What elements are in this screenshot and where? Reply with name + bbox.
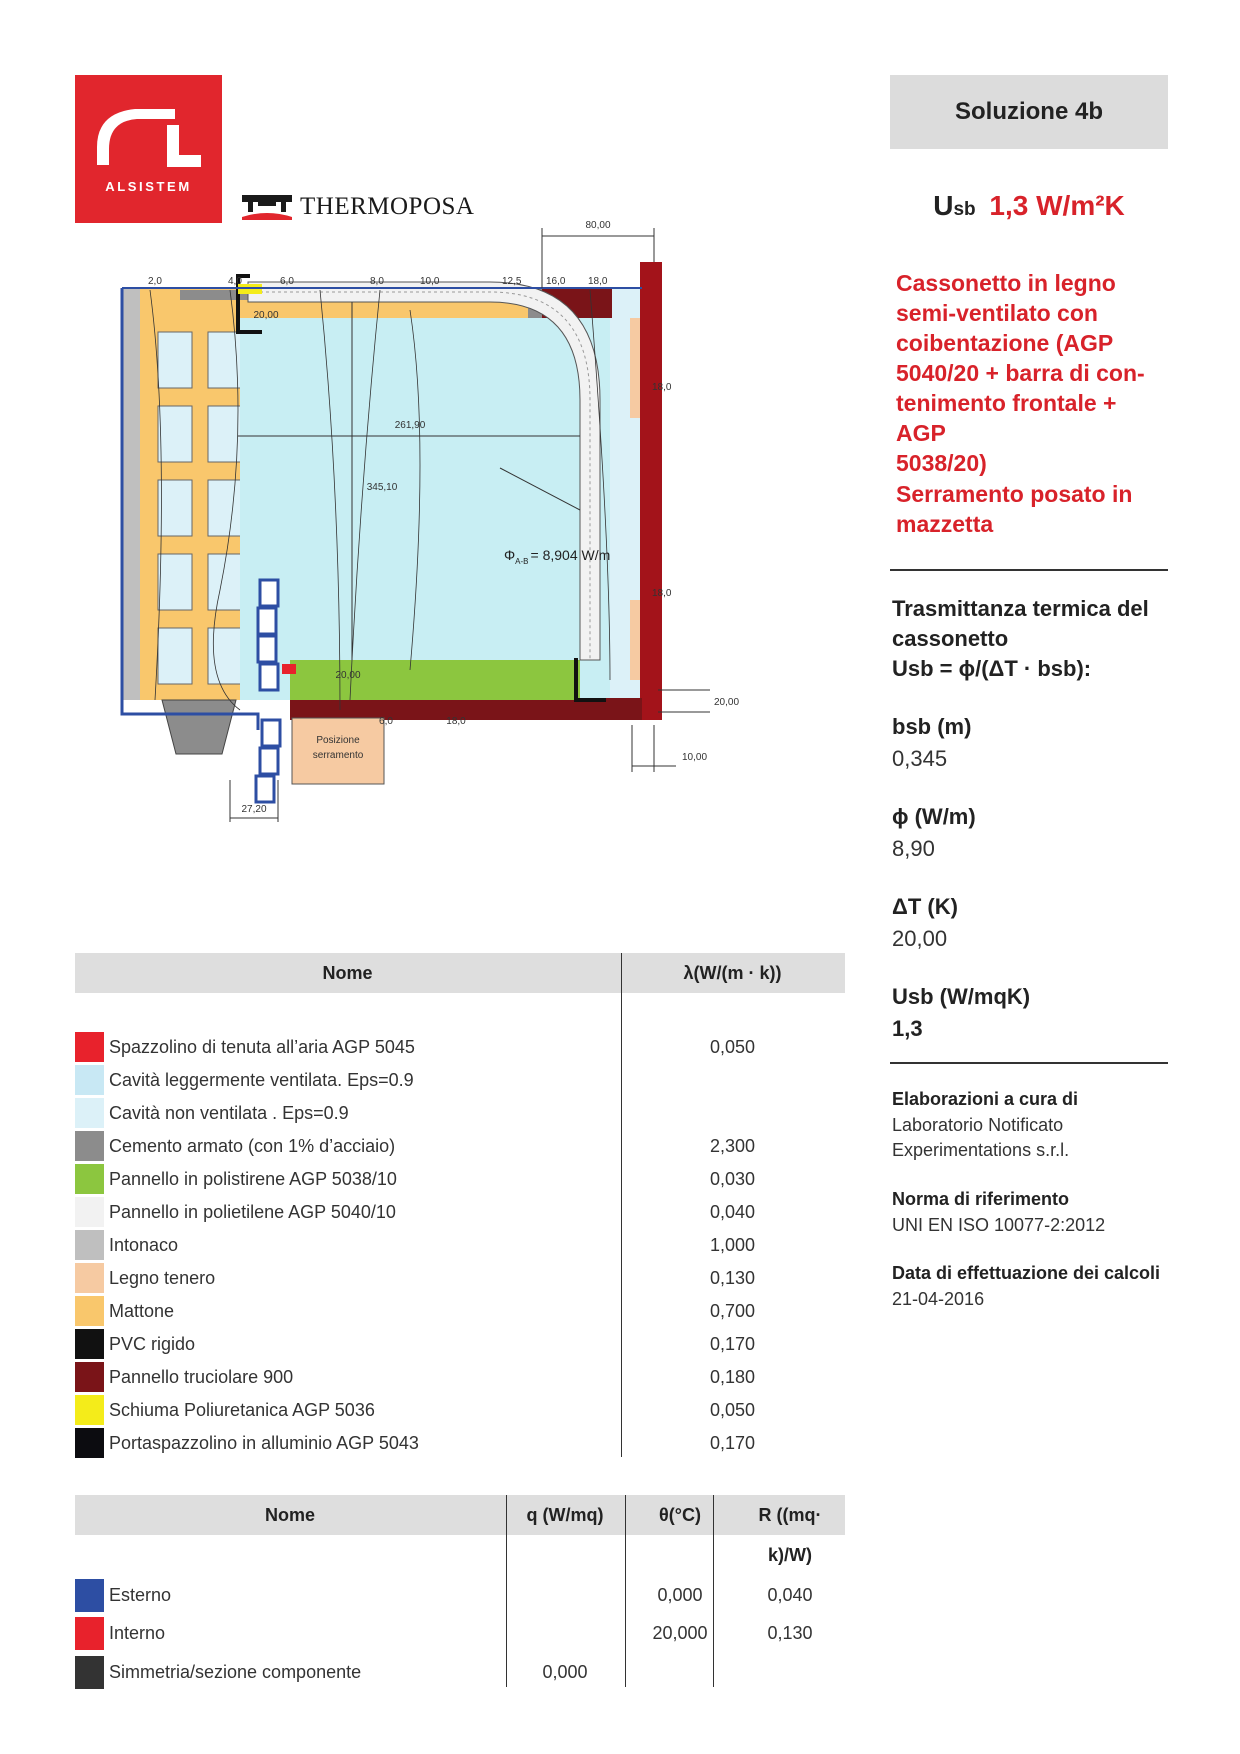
description-line: 5038/20) [896, 450, 987, 476]
col-q-header: q (W/mq) [526, 1505, 604, 1525]
material-name: Portaspazzolino in alluminio AGP 5043 [109, 1433, 419, 1453]
elab-title: Elaborazioni a cura di [892, 1089, 1079, 1109]
bsb-label: bsb (m) [892, 714, 972, 739]
material-lambda: 0,180 [709, 1367, 756, 1387]
boundary-swatch [75, 1579, 104, 1612]
material-lambda: 0,170 [709, 1433, 756, 1453]
divider [890, 1062, 1168, 1064]
description-line: Cassonetto in legno [896, 270, 1116, 296]
material-name: Intonaco [109, 1235, 179, 1255]
elab-line: Experimentations s.r.l. [892, 1140, 1070, 1160]
material-name: Cavità leggermente ventilata. Eps=0.9 [109, 1070, 414, 1090]
tick-label: 6,0 [280, 276, 294, 287]
tick-label: 18,0 [588, 276, 608, 287]
col-lambda-header: λ(W/(m · k)) [683, 963, 782, 983]
thermal-section-drawing [110, 220, 850, 930]
norma-value: UNI EN ISO 10077-2:2012 [892, 1215, 1106, 1235]
product-description [896, 268, 1168, 478]
material-swatch [75, 1065, 104, 1095]
delta-t-value: 20,00 [892, 926, 948, 951]
material-name: Cemento armato (con 1% d’acciaio) [109, 1136, 396, 1156]
calc-formula: Usb = ϕ/(ΔT · bsb): [892, 656, 1092, 681]
alsistem-brand-text: ALSISTEM [105, 179, 192, 194]
tick-label: 12,5 [502, 276, 522, 287]
material-row [75, 1098, 845, 1128]
description-line: coibentazione (AGP [896, 330, 1114, 356]
phi-label: ϕ (W/m) [892, 804, 976, 829]
alsistem-logo [75, 75, 222, 223]
delta-t-label: ΔT (K) [892, 894, 958, 919]
bsb-block [892, 714, 971, 772]
boundary-name: Interno [109, 1623, 166, 1643]
elab-line: Laboratorio Notificato [892, 1115, 1064, 1135]
alsistem-mark-icon [75, 75, 222, 185]
polystyrene-panel [290, 660, 580, 700]
concrete-lintel [162, 700, 236, 754]
material-swatch [75, 1098, 104, 1128]
material-row [75, 1395, 845, 1425]
material-lambda: 0,050 [709, 1037, 756, 1057]
material-swatch [75, 1395, 104, 1425]
divider [890, 569, 1168, 571]
col-name-header: Nome [322, 963, 373, 983]
usb-value: 1,3 [892, 1016, 923, 1041]
material-lambda: 0,170 [709, 1334, 756, 1354]
material-lambda: 0,700 [709, 1301, 756, 1321]
material-swatch [75, 1032, 104, 1062]
dim-label: 80,00 [585, 220, 611, 231]
material-row [75, 1065, 845, 1095]
boundary-q: 0,000 [542, 1662, 588, 1682]
dim-label: 20,00 [253, 310, 279, 321]
material-swatch [75, 1164, 104, 1194]
col-r-header: R ((mq· k)/W) [758, 1505, 822, 1565]
material-row [75, 1428, 845, 1458]
tick-label: 2,0 [148, 276, 162, 287]
dim-label: 20,00 [714, 697, 740, 708]
installation-line: mazzetta [896, 511, 994, 537]
material-name: Spazzolino di tenuta all’aria AGP 5045 [109, 1037, 415, 1057]
thermoposa-logo [240, 190, 474, 224]
boundary-name: Esterno [109, 1585, 172, 1605]
boundary-theta: 20,000 [652, 1623, 708, 1643]
material-swatch [75, 1230, 104, 1260]
boundary-swatch [75, 1617, 104, 1650]
material-name: Mattone [109, 1301, 175, 1321]
delta-t-block [892, 894, 958, 952]
calc-heading-line: Trasmittanza termica del [892, 596, 1149, 621]
material-name: Pannello in polistirene AGP 5038/10 [109, 1169, 397, 1189]
date-value: 21-04-2016 [892, 1289, 985, 1309]
material-swatch [75, 1131, 104, 1161]
tick-label: 4,0 [228, 276, 242, 287]
thermoposa-mark-icon [240, 193, 294, 221]
flux-subscript: A-B [515, 557, 529, 566]
boundary-theta: 0,000 [657, 1585, 703, 1605]
dim-label: 18,0 [652, 588, 672, 599]
elab-text [892, 1113, 1069, 1163]
dim-label: 27,20 [241, 804, 267, 815]
material-name: Cavità non ventilata . Eps=0.9 [109, 1103, 349, 1123]
dim-label: 18,0 [652, 382, 672, 393]
dim-label: 18,0 [446, 716, 466, 727]
boundary-table-header [75, 1495, 845, 1565]
usb-block [892, 984, 1030, 1042]
material-swatch [75, 1362, 104, 1392]
material-row [75, 1197, 845, 1227]
material-row [75, 1362, 845, 1392]
solution-title: Soluzione 4b [890, 75, 1168, 149]
usb-headline-value: 1,3 W/m²K [989, 190, 1125, 221]
top-ticks [148, 276, 608, 287]
air-seal-brush [282, 664, 296, 674]
material-name: Pannello in polietilene AGP 5040/10 [109, 1202, 396, 1222]
window-seal [256, 580, 280, 802]
boundary-row [75, 1656, 845, 1689]
material-row [75, 1131, 845, 1161]
material-lambda: 0,040 [709, 1202, 756, 1222]
material-lambda: 1,000 [709, 1235, 756, 1255]
dim-label: 10,00 [682, 752, 708, 763]
description-line: semi-ventilato con [896, 300, 1098, 326]
boundary-row [75, 1579, 845, 1612]
tick-label: 8,0 [370, 276, 384, 287]
material-row [75, 1032, 845, 1062]
material-lambda: 0,130 [709, 1268, 756, 1288]
material-swatch [75, 1329, 104, 1359]
description-line: 5040/20 + barra di con- [896, 360, 1145, 386]
flux-symbol: Φ [504, 547, 516, 563]
norma-title: Norma di riferimento [892, 1189, 1070, 1209]
dim-label: 6,0 [379, 716, 393, 727]
dim-label: 261,90 [394, 420, 426, 431]
phi-block [892, 804, 976, 862]
usb-label: Usb (W/mqK) [892, 984, 1031, 1009]
window-label-line: Posizione [316, 735, 360, 746]
bsb-value: 0,345 [892, 746, 948, 771]
usb-headline-label: Usb [933, 190, 976, 221]
material-swatch [75, 1428, 104, 1458]
dim-label: 345,10 [366, 482, 398, 493]
boundary-r: 0,040 [767, 1585, 813, 1605]
materials-table-header [75, 953, 845, 993]
front-chipboard-panel [640, 262, 662, 720]
material-lambda: 0,030 [709, 1169, 756, 1189]
installation-description [896, 479, 1168, 539]
material-row [75, 1263, 845, 1293]
calc-heading [892, 594, 1172, 684]
material-name: Legno tenero [109, 1268, 216, 1288]
usb-headline [890, 190, 1168, 222]
installation-line: Serramento posato in [896, 481, 1133, 507]
tick-label: 16,0 [546, 276, 566, 287]
material-row [75, 1329, 845, 1359]
dim-label: 20,00 [335, 670, 361, 681]
material-name: Pannello truciolare 900 [109, 1367, 294, 1387]
flux-value: = 8,904 W/m [530, 547, 611, 563]
material-name: Schiuma Poliuretanica AGP 5036 [109, 1400, 375, 1420]
boundary-row [75, 1617, 845, 1650]
material-name: PVC rigido [109, 1334, 196, 1354]
material-swatch [75, 1197, 104, 1227]
thermoposa-brand-text: THERMOPOSA [300, 193, 475, 220]
material-swatch [75, 1296, 104, 1326]
material-row [75, 1296, 845, 1326]
col-theta-header: θ(°C) [659, 1505, 701, 1525]
material-lambda: 2,300 [709, 1136, 756, 1156]
material-row [75, 1230, 845, 1260]
col-name-header: Nome [264, 1505, 315, 1525]
boundary-swatch [75, 1656, 104, 1689]
description-line: tenimento frontale + AGP [896, 390, 1117, 446]
date-title: Data di effettuazione dei calcoli [892, 1263, 1161, 1283]
boundary-r: 0,130 [767, 1623, 813, 1643]
window-label-line: serramento [312, 750, 364, 761]
material-row [75, 1164, 845, 1194]
calc-heading-line: cassonetto [892, 626, 1009, 651]
phi-value: 8,90 [892, 836, 935, 861]
boundary-name: Simmetria/sezione componente [109, 1662, 362, 1682]
material-swatch [75, 1263, 104, 1293]
material-lambda: 0,050 [709, 1400, 756, 1420]
tick-label: 10,0 [420, 276, 440, 287]
plaster-layer [122, 288, 140, 700]
